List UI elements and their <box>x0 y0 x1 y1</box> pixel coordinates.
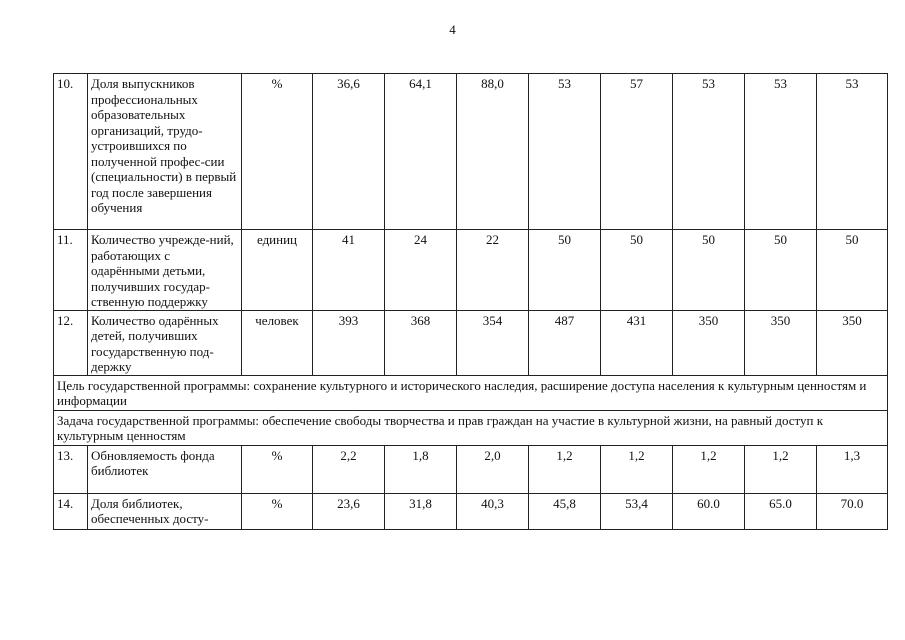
indicator-name: Количество учрежде-ний, работающих с одарёнными детьми, получивших государ-ственную поддержку <box>88 230 242 311</box>
value-cell: 1,2 <box>601 445 673 493</box>
value-cell: 41 <box>313 230 385 311</box>
value-cell: 50 <box>529 230 601 311</box>
value-cell: 2,2 <box>313 445 385 493</box>
row-number: 13. <box>54 445 88 493</box>
value-cell: 350 <box>817 310 888 375</box>
value-cell: 350 <box>673 310 745 375</box>
value-cell: 22 <box>457 230 529 311</box>
unit-cell: единиц <box>242 230 313 311</box>
value-cell: 354 <box>457 310 529 375</box>
row-number: 10. <box>54 74 88 230</box>
unit-cell: человек <box>242 310 313 375</box>
row-number: 14. <box>54 493 88 529</box>
indicator-name: Обновляемость фонда библиотек <box>88 445 242 493</box>
value-cell: 24 <box>385 230 457 311</box>
value-cell: 2,0 <box>457 445 529 493</box>
value-cell: 57 <box>601 74 673 230</box>
value-cell: 53 <box>817 74 888 230</box>
table-row <box>54 230 888 311</box>
table-row <box>54 74 888 230</box>
indicator-name: Доля библиотек, обеспеченных досту- <box>88 493 242 529</box>
table-row <box>54 310 888 375</box>
value-cell: 88,0 <box>457 74 529 230</box>
value-cell: 50 <box>673 230 745 311</box>
indicator-name: Доля выпускников профессиональных образовательных организаций, трудо-устроившихся по полученной профес-сии (специальности) в первый год после завершения обучения <box>88 74 242 230</box>
value-cell: 53 <box>673 74 745 230</box>
value-cell: 50 <box>601 230 673 311</box>
value-cell: 431 <box>601 310 673 375</box>
value-cell: 70.0 <box>817 493 888 529</box>
value-cell: 1,2 <box>673 445 745 493</box>
program-task-text: Задача государственной программы: обеспечение свободы творчества и прав граждан на участие в культурной жизни, на равный доступ к культурным ценностям <box>54 410 888 445</box>
value-cell: 393 <box>313 310 385 375</box>
value-cell: 31,8 <box>385 493 457 529</box>
value-cell: 64,1 <box>385 74 457 230</box>
value-cell: 53 <box>529 74 601 230</box>
value-cell: 65.0 <box>745 493 817 529</box>
program-goal-row <box>54 375 888 410</box>
value-cell: 1,2 <box>529 445 601 493</box>
value-cell: 36,6 <box>313 74 385 230</box>
table-row <box>54 445 888 493</box>
value-cell: 368 <box>385 310 457 375</box>
value-cell: 53,4 <box>601 493 673 529</box>
page-number: 4 <box>449 22 456 37</box>
indicator-name: Количество одарённых детей, получивших государственную под-держку <box>88 310 242 375</box>
table-row <box>54 493 888 529</box>
value-cell: 40,3 <box>457 493 529 529</box>
value-cell: 45,8 <box>529 493 601 529</box>
value-cell: 1,8 <box>385 445 457 493</box>
value-cell: 487 <box>529 310 601 375</box>
value-cell: 60.0 <box>673 493 745 529</box>
program-task-row <box>54 410 888 445</box>
unit-cell: % <box>242 445 313 493</box>
program-goal-text: Цель государственной программы: сохранение культурного и исторического наследия, расширение доступа населения к культурным ценностям и информации <box>54 375 888 410</box>
value-cell: 53 <box>745 74 817 230</box>
value-cell: 350 <box>745 310 817 375</box>
value-cell: 50 <box>745 230 817 311</box>
unit-cell: % <box>242 493 313 529</box>
value-cell: 1,3 <box>817 445 888 493</box>
value-cell: 1,2 <box>745 445 817 493</box>
indicators-table <box>53 73 888 530</box>
value-cell: 23,6 <box>313 493 385 529</box>
value-cell: 50 <box>817 230 888 311</box>
unit-cell: % <box>242 74 313 230</box>
row-number: 11. <box>54 230 88 311</box>
row-number: 12. <box>54 310 88 375</box>
